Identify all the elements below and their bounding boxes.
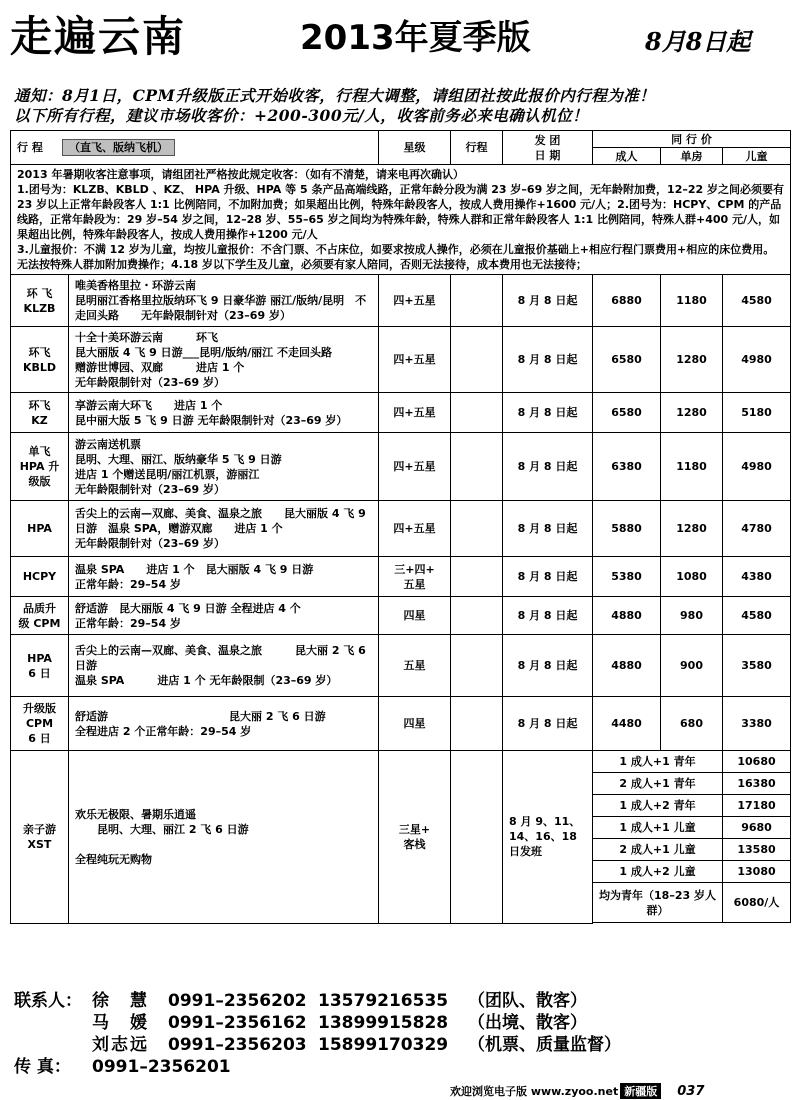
price-child: 4780 — [723, 501, 791, 557]
price-child: 3380 — [723, 697, 791, 751]
contact-mobile: 13899915828 — [318, 1013, 449, 1033]
route-desc: 温泉 SPA 进店 1 个 昆大丽版 4 飞 9 日游 正常年龄：29–54 岁 — [69, 557, 379, 597]
route-star: 三+四+ 五星 — [379, 557, 451, 597]
route-row — [11, 501, 791, 557]
header-departure: 发 团 日 期 — [503, 131, 593, 165]
route-code: HPA — [11, 501, 69, 557]
route-date: 8 月 8 日起 — [503, 433, 593, 501]
notice-line-1: 通知：8月1日，CPM升级版正式开始收客，行程大调整，请组团社按此报价内行程为准！ — [14, 86, 656, 105]
route-rows — [11, 275, 791, 751]
brand-logo: 走遍云南 — [10, 12, 187, 61]
contact-role: （出境、散客） — [468, 1013, 587, 1033]
price-adult: 4880 — [593, 635, 661, 697]
route-date: 8 月 8 日起 — [503, 635, 593, 697]
route-star: 四星 — [379, 597, 451, 635]
route-row — [11, 557, 791, 597]
route-row — [11, 393, 791, 433]
route-desc: 舒适游 昆大丽版 4 飞 9 日游 全程进店 4 个 正常年龄：29–54 岁 — [69, 597, 379, 635]
price-child: 3580 — [723, 635, 791, 697]
xst-code: 亲子游 XST — [11, 751, 69, 924]
route-star: 四+五星 — [379, 327, 451, 393]
route-star: 四+五星 — [379, 433, 451, 501]
contact-name: 马 媛 — [92, 1013, 149, 1033]
combo-price: 9680 — [723, 817, 791, 839]
price-single: 1280 — [661, 393, 723, 433]
route-itinerary — [451, 557, 503, 597]
route-code: 升级版 CPM 6 日 — [11, 697, 69, 751]
header-child: 儿童 — [723, 148, 791, 165]
price-single: 680 — [661, 697, 723, 751]
youth-label: 均为青年（18–23 岁人群） — [593, 883, 723, 923]
price-adult: 4480 — [593, 697, 661, 751]
route-desc: 舒适游 昆大丽 2 飞 6 日游 全程进店 2 个正常年龄：29–54 岁 — [69, 697, 379, 751]
youth-price: 6080/人 — [723, 883, 791, 923]
price-child: 4380 — [723, 557, 791, 597]
price-adult: 5880 — [593, 501, 661, 557]
xst-star: 三星+ 客栈 — [379, 751, 451, 924]
combo-label: 1 成人+2 儿童 — [593, 861, 723, 883]
route-row — [11, 697, 791, 751]
header-star: 星级 — [379, 131, 451, 165]
contact-phone: 0991–2356203 — [168, 1035, 307, 1055]
fax-number: 0991–2356201 — [92, 1057, 231, 1077]
route-code: 品质升 级 CPM — [11, 597, 69, 635]
bottom-bar — [450, 1083, 704, 1099]
route-desc: 享游云南大环飞 进店 1 个 昆中丽大版 5 飞 9 日游 无年龄限制针对（23–69 岁） — [69, 393, 379, 433]
route-itinerary — [451, 327, 503, 393]
welcome-text: 欢迎浏览电子版 — [450, 1085, 527, 1098]
contact-name: 徐 慧 — [92, 991, 149, 1011]
price-single: 1280 — [661, 501, 723, 557]
route-tag: （直飞、版纳飞机） — [62, 139, 175, 156]
route-date: 8 月 8 日起 — [503, 597, 593, 635]
price-single: 980 — [661, 597, 723, 635]
fax-row — [14, 1056, 794, 1078]
route-code: 环飞 KZ — [11, 393, 69, 433]
price-adult: 6880 — [593, 275, 661, 327]
route-row — [11, 327, 791, 393]
edition-title: 2013年夏季版 — [300, 18, 531, 58]
route-row — [11, 433, 791, 501]
route-itinerary — [451, 393, 503, 433]
notice — [14, 86, 794, 126]
page-header — [0, 0, 800, 82]
combo-price: 13580 — [723, 839, 791, 861]
xst-itinerary — [451, 751, 503, 924]
route-star: 四+五星 — [379, 393, 451, 433]
policy-p2: 3.儿童报价：不满 12 岁为儿童，均按儿童报价：不含门票、不占床位，如要求按成人操作，必须在儿童报价基础上+相应行程门票费用+相应的床位费用。无法按特殊人群加附加费操作；4.18 岁以下学生及儿童，必须要有家人陪同，否则无法接待，成本费用也无法接待； — [17, 243, 775, 271]
route-itinerary — [451, 501, 503, 557]
combo-label: 2 成人+1 青年 — [593, 773, 723, 795]
site-link[interactable]: www.zyoo.net — [530, 1084, 619, 1098]
route-itinerary — [451, 275, 503, 327]
xst-desc: 欢乐无极限、暑期乐逍遥 昆明、大理、丽江 2 飞 6 日游 全程纯玩无购物 — [69, 751, 379, 924]
route-star: 五星 — [379, 635, 451, 697]
combo-label: 2 成人+1 儿童 — [593, 839, 723, 861]
notice-line-2: 以下所有行程，建议市场收客价：+200-300元/人，收客前务必来电确认机位！ — [14, 106, 589, 125]
policy-p1: 1.团号为：KLZB、KBLD 、KZ、 HPA 升级、HPA 等 5 条产品高端线路，正常年龄分段为满 23 岁–69 岁之间，无年龄附加费，12–22 岁之间必须要有 23 岁以上正常年龄段客人 1:1 比例陪同，不加附加费；如果超出比例，特殊年龄段客人，按成人费用操作+1600 元/人；2.团号为：HCPY、CPM 的产品线路，正常年龄段为：29 岁–54 岁之间，12–28 岁、55–65 岁之间均为特殊年龄，特殊人群和正常年龄段客人 1:1 比例陪同，特殊人群+400 元/人，如果超出比例，特殊年龄段客人，按成人费用操作+1200 元/人 — [17, 183, 784, 241]
route-desc: 舌尖上的云南—双廊、美食、温泉之旅 昆大丽 2 飞 6 日游 温泉 SPA 进店 1 个 无年龄限制（23–69 岁） — [69, 635, 379, 697]
route-code: HCPY — [11, 557, 69, 597]
price-single: 1180 — [661, 275, 723, 327]
header-itinerary: 行程 — [451, 131, 503, 165]
route-date: 8 月 8 日起 — [503, 557, 593, 597]
route-code: 环 飞 KLZB — [11, 275, 69, 327]
route-desc: 舌尖上的云南—双廊、美食、温泉之旅 昆大丽版 4 飞 9 日游 温泉 SPA，赠游双廊 进店 1 个 无年龄限制针对（23–69 岁） — [69, 501, 379, 557]
route-star: 四星 — [379, 697, 451, 751]
route-desc: 唯美香格里拉・环游云南 昆明丽江香格里拉版纳环飞 9 日豪华游 丽江/版纳/昆明 不走回头路 无年龄限制针对（23–69 岁） — [69, 275, 379, 327]
route-date: 8 月 8 日起 — [503, 393, 593, 433]
route-star: 四+五星 — [379, 275, 451, 327]
contact-row — [14, 990, 794, 1012]
price-child: 4580 — [723, 275, 791, 327]
route-star: 四+五星 — [379, 501, 451, 557]
contact-name: 刘志远 — [92, 1035, 149, 1055]
contact-phone: 0991–2356202 — [168, 991, 307, 1011]
route-itinerary — [451, 433, 503, 501]
combo-price: 16380 — [723, 773, 791, 795]
contact-row — [14, 1034, 794, 1056]
route-itinerary — [451, 635, 503, 697]
price-adult: 6380 — [593, 433, 661, 501]
route-code: 环飞 KBLD — [11, 327, 69, 393]
contact-phone: 0991–2356162 — [168, 1013, 307, 1033]
price-table — [10, 130, 791, 924]
header-single-room: 单房 — [661, 148, 723, 165]
header-route: 行 程 （直飞、版纳飞机） — [11, 131, 379, 165]
route-row — [11, 635, 791, 697]
page-number: 037 — [677, 1083, 705, 1099]
combo-price: 10680 — [723, 751, 791, 773]
region-badge: 新疆版 — [620, 1083, 661, 1099]
start-date: 8月8日起 — [645, 27, 751, 56]
policy-title: 2013 年暑期收客注意事项，请组团社严格按此规定收客：（如有不清楚，请来电再次确认） — [17, 168, 464, 181]
price-child: 5180 — [723, 393, 791, 433]
price-single: 1080 — [661, 557, 723, 597]
route-row — [11, 275, 791, 327]
contact-label: 联系人： — [14, 991, 82, 1011]
price-adult: 6580 — [593, 327, 661, 393]
xst-section — [11, 751, 791, 924]
price-single: 1280 — [661, 327, 723, 393]
route-itinerary — [451, 697, 503, 751]
route-date: 8 月 8 日起 — [503, 697, 593, 751]
contact-role: （机票、质量监督） — [468, 1035, 621, 1055]
combo-price: 17180 — [723, 795, 791, 817]
policy-notes — [11, 165, 791, 275]
price-child: 4980 — [723, 327, 791, 393]
route-date: 8 月 8 日起 — [503, 501, 593, 557]
price-adult: 5380 — [593, 557, 661, 597]
price-adult: 4880 — [593, 597, 661, 635]
header-adult: 成人 — [593, 148, 661, 165]
combo-label: 1 成人+1 青年 — [593, 751, 723, 773]
price-adult: 6580 — [593, 393, 661, 433]
fax-label: 传 真： — [14, 1057, 71, 1077]
route-code: 单飞 HPA 升 级版 — [11, 433, 69, 501]
route-itinerary — [451, 597, 503, 635]
combo-price: 13080 — [723, 861, 791, 883]
combo-label: 1 成人+1 儿童 — [593, 817, 723, 839]
header-peer-price: 同 行 价 — [593, 131, 791, 148]
route-desc: 游云南送机票 昆明、大理、丽江、版纳豪华 5 飞 9 日游 进店 1 个赠送昆明/丽江机票，游丽江 无年龄限制针对（23–69 岁） — [69, 433, 379, 501]
price-child: 4980 — [723, 433, 791, 501]
contact-mobile: 13579216535 — [318, 991, 449, 1011]
price-child: 4580 — [723, 597, 791, 635]
route-row — [11, 597, 791, 635]
price-single: 1180 — [661, 433, 723, 501]
contact-role: （团队、散客） — [468, 991, 587, 1011]
contact-row — [14, 1012, 794, 1034]
xst-date: 8 月 9、11、 14、16、18 日发班 — [503, 751, 593, 924]
contact-footer — [14, 990, 794, 1078]
price-single: 900 — [661, 635, 723, 697]
route-date: 8 月 8 日起 — [503, 327, 593, 393]
route-date: 8 月 8 日起 — [503, 275, 593, 327]
combo-label: 1 成人+2 青年 — [593, 795, 723, 817]
route-desc: 十全十美环游云南 环飞 昆大丽版 4 飞 9 日游___昆明/版纳/丽江 不走回头路 赠游世博园、双廊 进店 1 个 无年龄限制针对（23–69 岁） — [69, 327, 379, 393]
route-code: HPA 6 日 — [11, 635, 69, 697]
contact-mobile: 15899170329 — [318, 1035, 449, 1055]
